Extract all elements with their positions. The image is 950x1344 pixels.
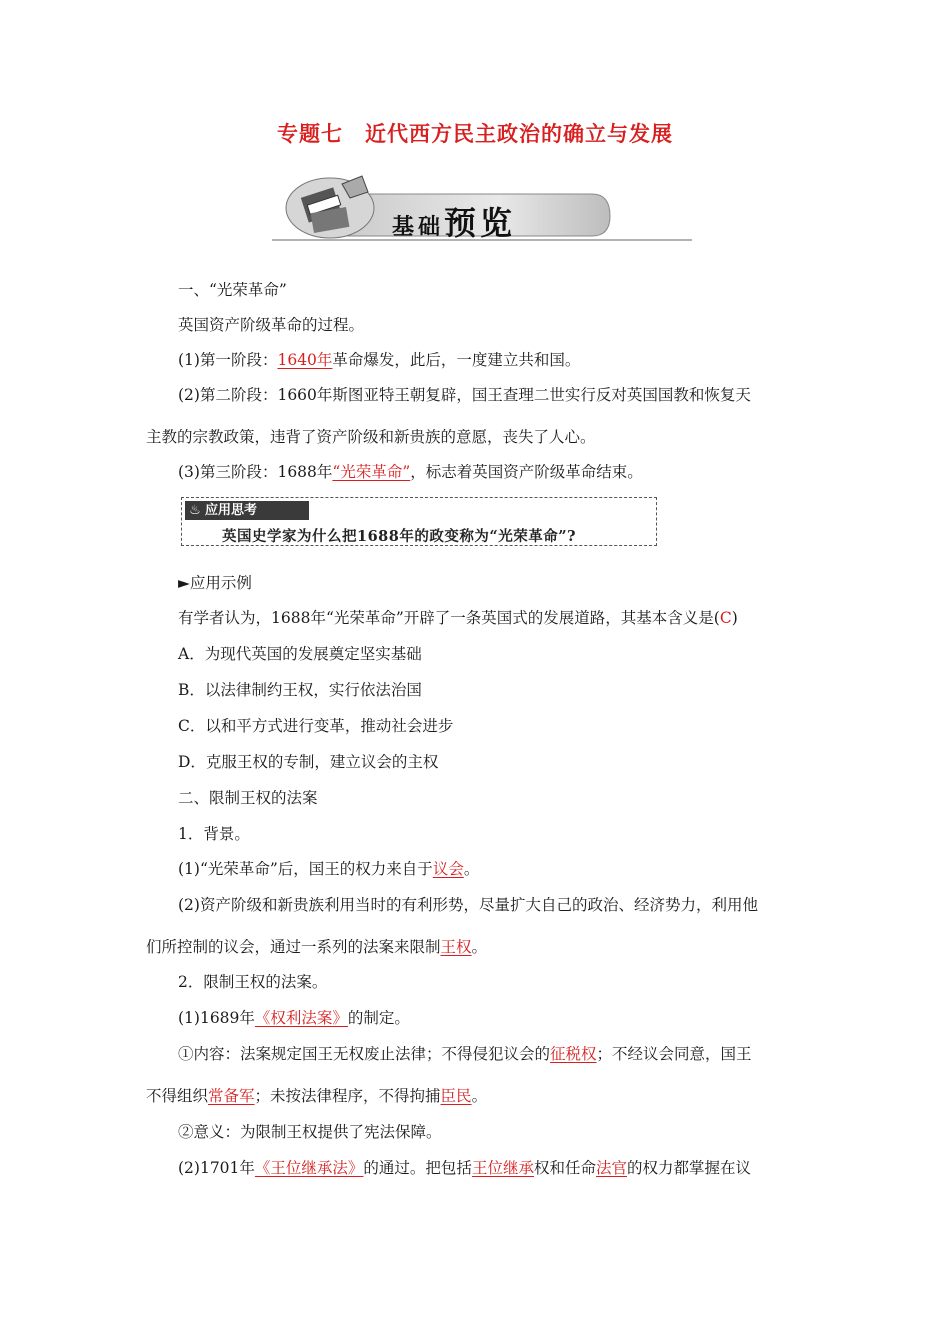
background-1 xyxy=(0,859,950,879)
stage3-line xyxy=(0,462,950,482)
title-part2: 近代西方民主政治的确立与发展 xyxy=(365,121,673,146)
content-mid: ；不经议会同意，国王 xyxy=(596,1045,752,1063)
section2-heading: 二、限制王权的法案 xyxy=(178,789,318,807)
stage2-line2: 主教的宗教政策，违背了资产阶级和新贵族的意愿，丧失了人心。 xyxy=(146,428,596,446)
example-stem-pre: 有学者认为，1688年“光荣革命”开辟了一条英国式的发展道路，其基本含义是( xyxy=(178,609,720,627)
think-label-text: 应用思考 xyxy=(205,503,258,518)
section1-heading: 一、“光荣革命” xyxy=(178,281,287,299)
bg1-post: 。 xyxy=(463,860,480,878)
law1-content-line1 xyxy=(0,1044,950,1064)
law1-line xyxy=(0,1008,950,1028)
law1-post: 的制定。 xyxy=(347,1009,410,1027)
law2-mid2: 权和任命 xyxy=(533,1159,596,1177)
option-d: D．克服王权的专制，建立议会的主权 xyxy=(178,753,439,771)
law1-meaning: ②意义：为限制王权提供了宪法保障。 xyxy=(178,1123,442,1141)
bg2-answer: 王权 xyxy=(440,938,472,956)
stage1-line xyxy=(0,350,950,370)
law2-line xyxy=(0,1158,950,1178)
bg2-pre: 们所控制的议会，通过一系列的法案来限制 xyxy=(146,938,441,956)
content-answer1: 征税权 xyxy=(550,1045,597,1063)
law1-pre: (1)1689年 xyxy=(178,1009,255,1027)
example-heading: ►应用示例 xyxy=(178,574,252,592)
bg1-pre: (1)“光荣革命”后，国王的权力来自于 xyxy=(178,860,433,878)
steam-icon: ♨ xyxy=(189,503,201,518)
background-title: 1．背景。 xyxy=(178,825,250,843)
stage1-answer: 1640年 xyxy=(277,351,333,369)
banner-title xyxy=(392,198,516,244)
banner-text-big: 预览 xyxy=(444,204,517,242)
option-c: C．以和平方式进行变革，推动社会进步 xyxy=(178,717,454,735)
law1-answer: 《权利法案》 xyxy=(254,1009,348,1027)
stage2-line1: (2)第二阶段：1660年斯图亚特王朝复辟，国王查理二世实行反对英国国教和恢复天 xyxy=(178,386,751,404)
think-question: 英国史学家为什么把1688年的政变称为“光荣革命”? xyxy=(222,528,577,545)
content2-answer1: 常备军 xyxy=(208,1087,255,1105)
law2-answer1: 《王位继承法》 xyxy=(254,1159,364,1177)
example-stem-post: ) xyxy=(731,609,738,627)
title-part1: 专题七 xyxy=(277,121,343,146)
law2-post: 的权力都掌握在议 xyxy=(626,1159,751,1177)
bg1-answer: 议会 xyxy=(432,860,464,878)
content2-pre: 不得组织 xyxy=(146,1087,209,1105)
content2-post: 。 xyxy=(471,1087,488,1105)
law2-answer3: 法官 xyxy=(595,1159,627,1177)
content-pre: ①内容：法案规定国王无权废止法律；不得侵犯议会的 xyxy=(178,1045,551,1063)
section1-intro: 英国资产阶级革命的过程。 xyxy=(178,316,365,334)
stage3-pre: (3)第三阶段：1688年 xyxy=(178,463,333,481)
page-title xyxy=(0,118,950,148)
think-label xyxy=(185,501,309,520)
background-2-line2 xyxy=(0,937,950,957)
banner-text-small: 基础 xyxy=(392,214,445,240)
content2-mid: ；未按法律程序，不得拘捕 xyxy=(254,1087,441,1105)
law2-mid1: 的通过。把包括 xyxy=(363,1159,472,1177)
law2-answer2: 王位继承 xyxy=(471,1159,534,1177)
example-stem xyxy=(0,608,950,628)
bg2-post: 。 xyxy=(471,938,488,956)
laws-title: 2．限制王权的法案。 xyxy=(178,973,328,991)
law2-pre: (2)1701年 xyxy=(178,1159,255,1177)
stage1-pre: (1)第一阶段： xyxy=(178,351,278,369)
background-2-line1: (2)资产阶级和新贵族利用当时的有利形势，尽量扩大自己的政治、经济势力，利用他 xyxy=(178,896,758,914)
section-banner xyxy=(272,170,692,246)
example-answer: C xyxy=(719,609,732,627)
law1-content-line2 xyxy=(0,1086,950,1106)
option-b: B．以法律制约王权，实行依法治国 xyxy=(178,681,422,699)
content2-answer2: 臣民 xyxy=(440,1087,472,1105)
think-box xyxy=(181,497,657,546)
stage3-post: ，标志着英国资产阶级革命结束。 xyxy=(410,463,643,481)
option-a: A．为现代英国的发展奠定坚实基础 xyxy=(178,645,422,663)
stage1-post: 革命爆发，此后，一度建立共和国。 xyxy=(332,351,581,369)
stage3-answer: “光荣革命” xyxy=(332,463,411,481)
